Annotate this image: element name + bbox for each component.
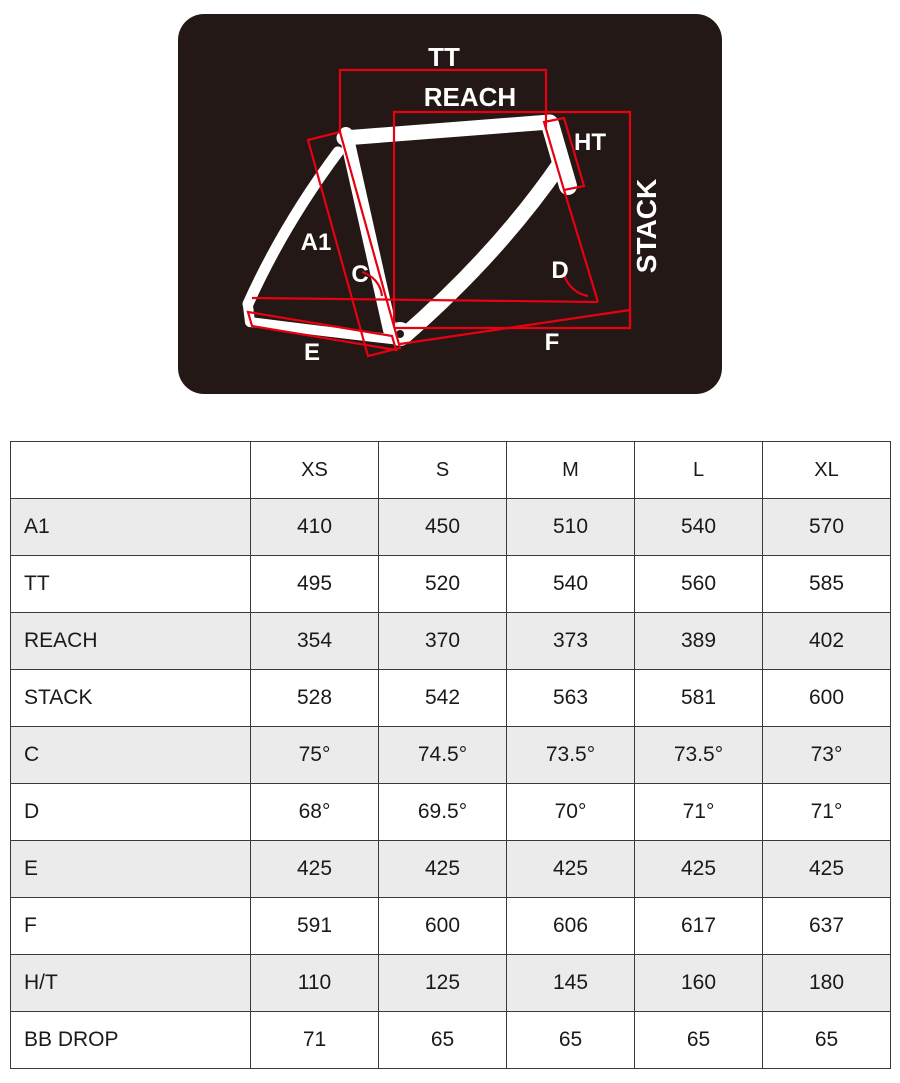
row-label: D — [11, 784, 251, 841]
table-cell: 540 — [635, 499, 763, 556]
label-reach: REACH — [423, 82, 517, 112]
size-header: XL — [763, 442, 891, 499]
size-header: M — [507, 442, 635, 499]
row-label: TT — [11, 556, 251, 613]
row-label: H/T — [11, 955, 251, 1012]
table-cell: 71° — [635, 784, 763, 841]
table-cell: 68° — [251, 784, 379, 841]
table-cell: 65 — [635, 1012, 763, 1069]
table-row — [11, 784, 891, 841]
size-header: S — [379, 442, 507, 499]
table-cell: 637 — [763, 898, 891, 955]
table-cell: 354 — [251, 613, 379, 670]
geometry-table — [10, 441, 891, 1069]
table-cell: 110 — [251, 955, 379, 1012]
table-cell: 370 — [379, 613, 507, 670]
table-cell: 69.5° — [379, 784, 507, 841]
corner-cell — [11, 442, 251, 499]
table-cell: 65 — [507, 1012, 635, 1069]
size-header: XS — [251, 442, 379, 499]
label-e: E — [303, 339, 321, 366]
table-cell: 180 — [763, 955, 891, 1012]
table-cell: 402 — [763, 613, 891, 670]
label-f: F — [544, 329, 560, 356]
label-c: C — [351, 261, 369, 288]
table-cell: 71° — [763, 784, 891, 841]
table-cell: 600 — [379, 898, 507, 955]
frame-diagram-svg — [178, 14, 722, 394]
table-row — [11, 898, 891, 955]
geometry-diagram — [178, 14, 722, 394]
table-row — [11, 1012, 891, 1069]
table-cell: 75° — [251, 727, 379, 784]
label-a1: A1 — [300, 229, 332, 256]
table-cell: 528 — [251, 670, 379, 727]
table-cell: 65 — [379, 1012, 507, 1069]
table-row — [11, 727, 891, 784]
table-cell: 542 — [379, 670, 507, 727]
table-cell: 160 — [635, 955, 763, 1012]
row-label: BB DROP — [11, 1012, 251, 1069]
table-cell: 73.5° — [635, 727, 763, 784]
table-cell: 581 — [635, 670, 763, 727]
table-row — [11, 841, 891, 898]
table-cell: 495 — [251, 556, 379, 613]
label-stack: STACK — [631, 178, 662, 274]
table-cell: 600 — [763, 670, 891, 727]
table-cell: 591 — [251, 898, 379, 955]
label-d: D — [551, 257, 569, 284]
row-label: F — [11, 898, 251, 955]
table-cell: 585 — [763, 556, 891, 613]
label-ht: HT — [574, 129, 606, 156]
table-cell: 450 — [379, 499, 507, 556]
table-cell: 125 — [379, 955, 507, 1012]
table-cell: 73.5° — [507, 727, 635, 784]
table-cell: 425 — [635, 841, 763, 898]
row-label: A1 — [11, 499, 251, 556]
table-cell: 74.5° — [379, 727, 507, 784]
size-header: L — [635, 442, 763, 499]
table-cell: 540 — [507, 556, 635, 613]
table-cell: 510 — [507, 499, 635, 556]
table-cell: 563 — [507, 670, 635, 727]
table-cell: 71 — [251, 1012, 379, 1069]
table-cell: 560 — [635, 556, 763, 613]
table-cell: 425 — [251, 841, 379, 898]
table-row — [11, 613, 891, 670]
table-cell: 73° — [763, 727, 891, 784]
table-cell: 617 — [635, 898, 763, 955]
table-cell: 389 — [635, 613, 763, 670]
label-tt: TT — [428, 42, 460, 72]
table-cell: 606 — [507, 898, 635, 955]
table-cell: 425 — [507, 841, 635, 898]
table-cell: 70° — [507, 784, 635, 841]
row-label: C — [11, 727, 251, 784]
table-header-row — [11, 442, 891, 499]
table-cell: 425 — [763, 841, 891, 898]
table-row — [11, 955, 891, 1012]
table-cell: 520 — [379, 556, 507, 613]
table-cell: 373 — [507, 613, 635, 670]
row-label: E — [11, 841, 251, 898]
row-label: REACH — [11, 613, 251, 670]
table-cell: 65 — [763, 1012, 891, 1069]
table-cell: 425 — [379, 841, 507, 898]
table-cell: 410 — [251, 499, 379, 556]
table-row — [11, 670, 891, 727]
row-label: STACK — [11, 670, 251, 727]
table-row — [11, 556, 891, 613]
table-cell: 570 — [763, 499, 891, 556]
table-cell: 145 — [507, 955, 635, 1012]
table-row — [11, 499, 891, 556]
